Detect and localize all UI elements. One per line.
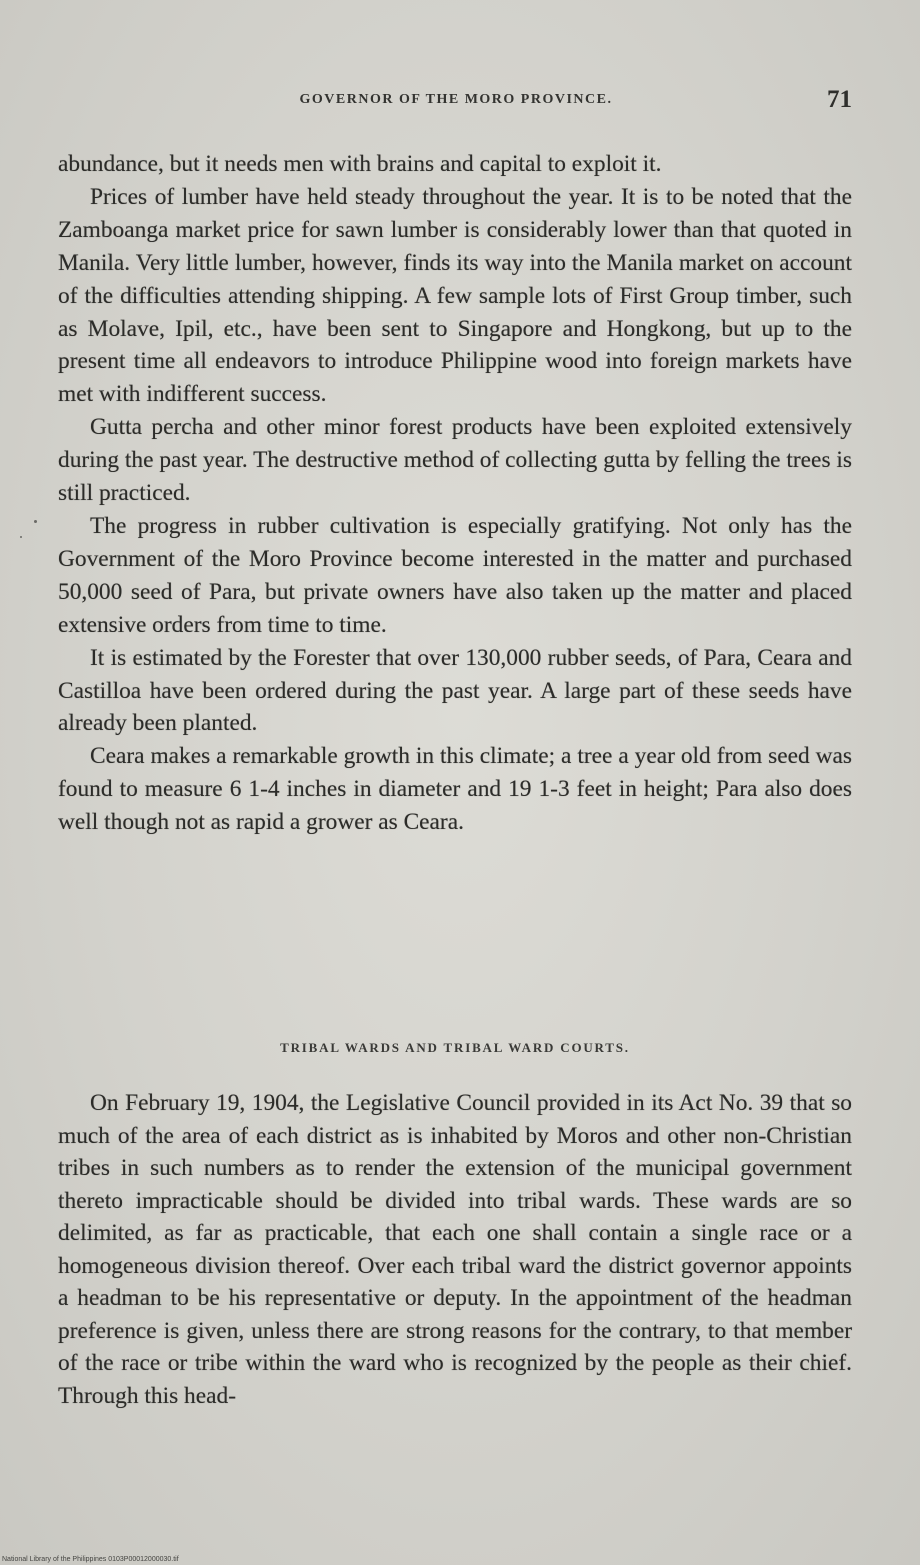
running-title: GOVERNOR OF THE MORO PROVINCE.: [299, 92, 613, 107]
body-text: [58, 148, 852, 839]
paragraph-rubber-cultivation: The progress in rubber cultivation is especially gratifying. Not only has the Government of the Moro Province become interested in the matter and purchased 50,000 seed of Para, but private owners have also taken up the matter and placed extensive orders from time to time.: [58, 512, 852, 638]
paragraph-tribal-wards: On February 19, 1904, the Legislative Council provided in its Act No. 39 that so much of the area of each district as is inhabited by Moros and other non-Christian tribes in such numbers as to render the extension of the municipal government thereto impracticable should be divided into tribal wards. These wards are so delimited, as far as practicable, that each one shall contain a single race or a homogeneous division thereof. Over each tribal ward the district governor appoints a headman to be his representative or deputy. In the appointment of the headman preference is given, unless there are strong reasons for the contrary, to that member of the race or tribe within the ward who is recognized by the people as their chief. Through this head-: [58, 1090, 852, 1409]
paragraph-lumber-prices: Prices of lumber have held steady throughout the year. It is to be noted that the Zamboanga market price for sawn lumber is considerably lower than that quoted in Manila. Very little lumber, however, finds its way into the Manila market on account of the difficulties attending shipping. A few sample lots of First Group timber, such as Molave, Ipil, etc., have been sent to Singapore and Hongkong, but up to the present time all endeavors to introduce Philippine wood into foreign markets have met with indifferent success.: [58, 183, 852, 408]
section-heading: TRIBAL WARDS AND TRIBAL WARD COURTS.: [280, 1040, 630, 1055]
paragraph-gutta-percha: Gutta percha and other minor forest products have been exploited extensively during the past year. The destructive method of collecting gutta by felling the trees is still practiced.: [58, 414, 852, 507]
page-number: 71: [827, 86, 852, 113]
scan-speck: [20, 536, 22, 538]
paragraph-rubber-seeds: It is estimated by the Forester that over 130,000 rubber seeds, of Para, Ceara and Castilloa have been ordered during the past year. A large part of these seeds have already been planted.: [58, 644, 852, 737]
page-header: [58, 86, 854, 120]
paragraph-continuation: abundance, but it needs men with brains and capital to exploit it.: [58, 151, 662, 177]
paragraph-ceara-growth: Ceara makes a remarkable growth in this climate; a tree a year old from seed was found to measure 6 1-4 inches in diameter and 19 1-3 feet in height; Para also does well though not as rapid a grower as Ceara.: [58, 743, 852, 836]
scan-speck: [34, 520, 37, 523]
scan-credit: National Library of the Philippines 0103P00012000030.tif: [2, 1556, 179, 1563]
section-body-text: [58, 1087, 852, 1412]
